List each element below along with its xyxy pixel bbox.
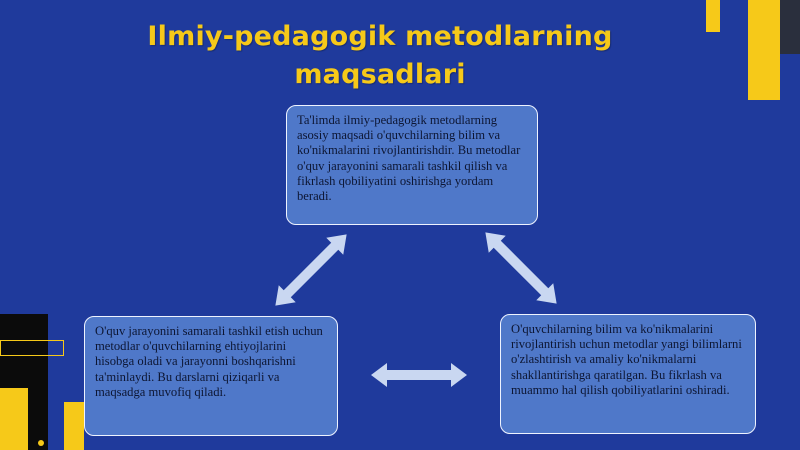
slide-title: Ilmiy-pedagogik metodlarning maqsadlari — [147, 21, 613, 90]
double-arrow-top-left — [267, 226, 355, 314]
double-arrow-bottom — [371, 363, 467, 387]
text-box-left: O'quv jarayonini samarali tashkil etish uchun metodlar o'quvchilarning ehtiyojlarini hisobga oladi va jarayonni boshqarishni ta'minlaydi. Bu darslarni qiziqarli va maqsadga muvofiq qiladi. — [84, 316, 338, 436]
double-arrow-top-right — [477, 224, 565, 312]
text-box-top: Ta'limda ilmiy-pedagogik metodlarning asosiy maqsadi o'quvchilarning bilim va ko'nikmalarini rivojlantirishdir. Bu metodlar o'quv jarayonini samarali tashkil qilish va fikrlash qobiliyatini oshirishga yordam beradi. — [286, 105, 538, 225]
text-box-right: O'quvchilarning bilim va ko'nikmalarini rivojlantirish uchun metodlar yangi bilimlarni o'zlashtirish va amaliy ko'nikmalarni shakllantirishga qaratilgan. Bu fikrlash va muammo hal qilish qobiliyatlarini oshiradi. — [500, 314, 756, 434]
